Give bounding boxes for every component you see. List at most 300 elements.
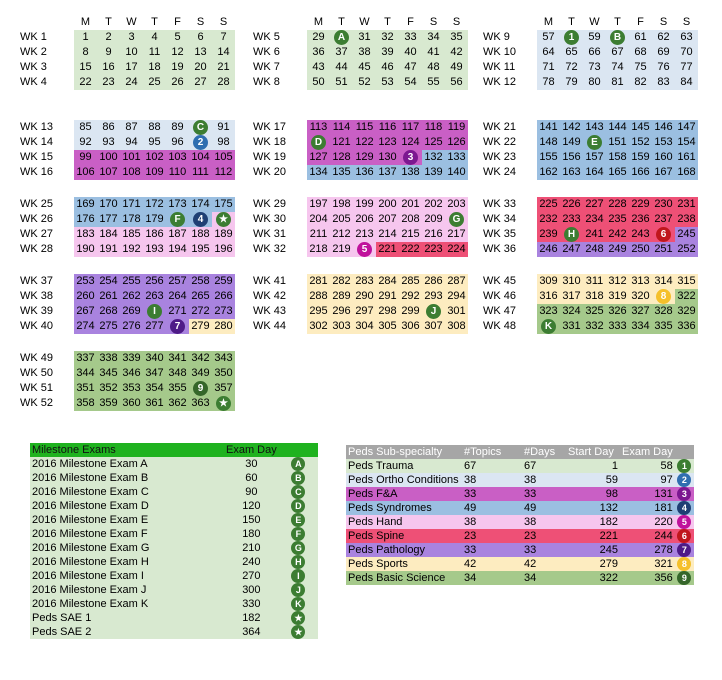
day-cell: 76	[652, 60, 675, 75]
day-cell: 13	[189, 45, 212, 60]
day-cell-marker	[189, 135, 212, 150]
day-cell: 102	[143, 150, 166, 165]
day-cell: 283	[353, 274, 376, 289]
day-cell: 363	[189, 396, 212, 411]
day-cell: 238	[675, 212, 698, 227]
day-cell: 15	[74, 60, 97, 75]
milestone-mark	[279, 541, 318, 555]
week-label: WK 14	[20, 136, 54, 148]
day-cell: 48	[422, 60, 445, 75]
week-row	[18, 381, 235, 396]
day-cell: 36	[307, 45, 330, 60]
week-label: WK 5	[253, 31, 280, 43]
day-cell: 188	[189, 227, 212, 242]
week-row	[18, 366, 235, 381]
day-cell: 199	[353, 197, 376, 212]
day-cell: 313	[629, 274, 652, 289]
day-header: M	[80, 16, 91, 28]
day-header: W	[589, 16, 600, 28]
exam-marker-icon: I	[291, 569, 305, 583]
day-cell: 324	[560, 304, 583, 319]
subspecialty-exam: 58	[660, 460, 673, 472]
week-label: WK 52	[20, 397, 54, 409]
day-cell: 323	[537, 304, 560, 319]
milestone-row	[30, 625, 318, 639]
subspecialty-exam: 356	[654, 572, 673, 584]
subspecialty-header-mark	[675, 445, 694, 459]
day-cell: 303	[330, 319, 353, 334]
day-cell-marker	[652, 227, 675, 242]
milestone-row	[30, 611, 318, 625]
day-cell: 204	[307, 212, 330, 227]
day-cell: 203	[445, 197, 468, 212]
day-cell: 65	[560, 45, 583, 60]
day-header: S	[682, 16, 691, 28]
day-cell: 28	[212, 75, 235, 90]
day-cell: 151	[606, 135, 629, 150]
day-cell: 302	[307, 319, 330, 334]
day-cell: 334	[629, 319, 652, 334]
week-label: WK 35	[483, 228, 517, 240]
day-cell: 328	[652, 304, 675, 319]
subspecialty-topics: 33	[464, 544, 477, 556]
week-label: WK 39	[20, 305, 54, 317]
milestone-row	[30, 471, 318, 485]
exam-marker-icon: 8	[656, 289, 671, 304]
exam-marker-icon: H	[564, 227, 579, 242]
day-header-row	[481, 15, 698, 30]
week-label: WK 24	[483, 166, 517, 178]
day-cell: 9	[97, 45, 120, 60]
milestone-mark	[279, 457, 318, 471]
day-cell: 57	[537, 30, 560, 45]
subspecialty-days: 38	[524, 516, 537, 528]
month-block	[251, 197, 468, 257]
week-row	[481, 227, 698, 242]
subspecialty-name: Peds Basic Science	[348, 572, 446, 584]
day-cell: 104	[189, 150, 212, 165]
day-cell: 117	[399, 120, 422, 135]
milestone-row	[30, 541, 318, 555]
day-cell: 85	[74, 120, 97, 135]
day-cell: 331	[560, 319, 583, 334]
day-cell: 67	[606, 45, 629, 60]
subspecialty-exam: 220	[654, 516, 673, 528]
day-cell: 72	[560, 60, 583, 75]
day-cell: 50	[307, 75, 330, 90]
week-row	[251, 165, 468, 180]
day-cell: 184	[97, 227, 120, 242]
day-cell: 288	[307, 289, 330, 304]
subspecialty-row	[346, 529, 694, 543]
day-cell: 155	[537, 150, 560, 165]
day-cell: 280	[212, 319, 235, 334]
day-cell: 359	[97, 396, 120, 411]
week-row	[251, 227, 468, 242]
week-label: WK 32	[253, 243, 287, 255]
subspecialty-row	[346, 459, 694, 473]
day-cell: 166	[629, 165, 652, 180]
day-cell: 3	[120, 30, 143, 45]
day-cell: 235	[606, 212, 629, 227]
day-cell: 137	[376, 165, 399, 180]
day-cell: 255	[120, 274, 143, 289]
week-row	[251, 242, 468, 257]
day-cell: 332	[583, 319, 606, 334]
week-label: WK 38	[20, 290, 54, 302]
day-cell: 99	[74, 150, 97, 165]
day-cell: 223	[422, 242, 445, 257]
day-cell: 274	[74, 319, 97, 334]
exam-marker-icon: H	[291, 555, 305, 569]
week-row	[481, 289, 698, 304]
day-cell: 311	[583, 274, 606, 289]
day-header: F	[174, 16, 181, 28]
milestone-name: 2016 Milestone Exam C	[32, 486, 149, 498]
week-row	[18, 150, 235, 165]
day-cell: 146	[652, 120, 675, 135]
day-cell: 68	[629, 45, 652, 60]
day-cell: 237	[652, 212, 675, 227]
day-cell: 294	[445, 289, 468, 304]
week-row	[481, 75, 698, 90]
day-cell: 101	[120, 150, 143, 165]
day-cell: 172	[143, 197, 166, 212]
day-cell: 103	[166, 150, 189, 165]
day-cell: 122	[353, 135, 376, 150]
milestone-mark	[279, 499, 318, 513]
day-cell: 39	[376, 45, 399, 60]
day-cell-marker	[560, 227, 583, 242]
week-row	[251, 319, 468, 334]
exam-marker-icon: 3	[403, 150, 418, 165]
day-cell: 225	[537, 197, 560, 212]
subspecialty-name: Peds Syndromes	[348, 502, 432, 514]
week-row	[481, 242, 698, 257]
week-label: WK 18	[253, 136, 287, 148]
day-cell: 254	[97, 274, 120, 289]
day-cell: 80	[583, 75, 606, 90]
day-cell: 344	[74, 366, 97, 381]
month-block	[251, 15, 468, 90]
day-cell: 12	[166, 45, 189, 60]
milestone-row	[30, 555, 318, 569]
subspecialty-row	[346, 515, 694, 529]
subspecialty-header-topics: #Topics	[464, 446, 502, 458]
day-cell: 337	[74, 351, 97, 366]
day-cell: 115	[353, 120, 376, 135]
week-label: WK 41	[253, 275, 287, 287]
milestone-name: 2016 Milestone Exam G	[32, 542, 150, 554]
day-cell: 18	[143, 60, 166, 75]
day-cell: 165	[606, 165, 629, 180]
day-cell: 168	[675, 165, 698, 180]
week-row	[18, 227, 235, 242]
subspecialty-name: Peds Trauma	[348, 460, 414, 472]
day-header-row	[251, 15, 468, 30]
day-cell: 339	[120, 351, 143, 366]
day-cell: 82	[629, 75, 652, 90]
exam-marker-icon: B	[291, 471, 305, 485]
day-cell: 123	[376, 135, 399, 150]
subspecialty-mark	[675, 529, 694, 543]
day-cell: 352	[97, 381, 120, 396]
exam-marker-icon: D	[291, 499, 305, 513]
day-cell: 194	[166, 242, 189, 257]
specialty-marker-icon: 1	[677, 459, 691, 473]
week-row	[18, 60, 235, 75]
subspecialty-exam: 181	[654, 502, 673, 514]
day-cell: 91	[212, 120, 235, 135]
day-cell: 43	[307, 60, 330, 75]
day-cell: 152	[629, 135, 652, 150]
day-cell: 10	[120, 45, 143, 60]
day-cell: 226	[560, 197, 583, 212]
week-row	[18, 289, 235, 304]
day-cell: 61	[629, 30, 652, 45]
week-row	[481, 197, 698, 212]
milestone-row	[30, 569, 318, 583]
week-label: WK 17	[253, 121, 287, 133]
day-cell: 63	[675, 30, 698, 45]
day-cell: 213	[353, 227, 376, 242]
day-cell: 37	[330, 45, 353, 60]
subspecialty-header-name: Peds Sub-specialty	[348, 446, 443, 458]
exam-marker-icon: 6	[656, 227, 671, 242]
day-cell: 227	[583, 197, 606, 212]
day-cell: 234	[583, 212, 606, 227]
day-cell: 305	[376, 319, 399, 334]
month-block	[251, 120, 468, 180]
day-cell: 156	[560, 150, 583, 165]
day-cell: 78	[537, 75, 560, 90]
day-cell: 47	[399, 60, 422, 75]
day-cell: 362	[166, 396, 189, 411]
day-cell: 154	[675, 135, 698, 150]
week-label: WK 1	[20, 31, 47, 43]
milestone-name: 2016 Milestone Exam B	[32, 472, 149, 484]
day-cell: 295	[307, 304, 330, 319]
day-cell: 178	[120, 212, 143, 227]
day-cell-marker	[353, 242, 376, 257]
month-block	[18, 120, 235, 180]
subspecialty-mark	[675, 515, 694, 529]
day-cell: 26	[166, 75, 189, 90]
week-label: WK 21	[483, 121, 517, 133]
day-header: M	[543, 16, 554, 28]
milestone-header-row	[30, 443, 318, 457]
day-cell: 173	[166, 197, 189, 212]
month-block	[251, 274, 468, 334]
week-label: WK 46	[483, 290, 517, 302]
milestone-name: 2016 Milestone Exam I	[32, 570, 144, 582]
day-cell: 141	[537, 120, 560, 135]
day-cell: 273	[212, 304, 235, 319]
milestone-header-day: Exam Day	[226, 444, 277, 456]
day-cell: 286	[422, 274, 445, 289]
day-cell: 17	[120, 60, 143, 75]
day-cell: 340	[143, 351, 166, 366]
day-cell-marker	[189, 120, 212, 135]
day-cell: 201	[399, 197, 422, 212]
subspecialty-days: 42	[524, 558, 537, 570]
week-row	[251, 45, 468, 60]
day-cell: 110	[166, 165, 189, 180]
day-cell: 196	[212, 242, 235, 257]
day-cell: 212	[330, 227, 353, 242]
day-cell: 41	[422, 45, 445, 60]
day-cell: 186	[143, 227, 166, 242]
exam-marker-icon: K	[291, 597, 305, 611]
day-cell: 246	[537, 242, 560, 257]
day-cell: 56	[445, 75, 468, 90]
subspecialty-days: 34	[524, 572, 537, 584]
week-label: WK 23	[483, 151, 517, 163]
subspecialty-topics: 33	[464, 488, 477, 500]
week-row	[251, 150, 468, 165]
day-cell: 314	[652, 274, 675, 289]
day-header: S	[196, 16, 205, 28]
milestone-row	[30, 583, 318, 597]
subspecialty-name: Peds Pathology	[348, 544, 426, 556]
day-cell: 148	[537, 135, 560, 150]
day-cell: 31	[353, 30, 376, 45]
subspecialty-header-start: Start Day	[568, 446, 614, 458]
day-cell: 243	[629, 227, 652, 242]
subspecialty-topics: 49	[464, 502, 477, 514]
exam-marker-icon: A	[291, 457, 305, 471]
day-cell: 284	[376, 274, 399, 289]
month-block	[481, 120, 698, 180]
exam-marker-icon: A	[334, 30, 349, 45]
day-cell: 346	[120, 366, 143, 381]
day-header: T	[384, 16, 391, 28]
day-cell: 310	[560, 274, 583, 289]
week-row	[251, 197, 468, 212]
week-label: WK 3	[20, 61, 47, 73]
day-cell: 11	[143, 45, 166, 60]
day-cell: 293	[422, 289, 445, 304]
day-header: W	[126, 16, 137, 28]
specialty-marker-icon: 8	[677, 557, 691, 571]
day-cell: 271	[166, 304, 189, 319]
day-cell: 349	[189, 366, 212, 381]
subspecialty-days: 23	[524, 530, 537, 542]
day-cell: 169	[74, 197, 97, 212]
day-cell: 132	[422, 150, 445, 165]
subspecialty-name: Peds Ortho Conditions	[348, 474, 459, 486]
subspecialty-row	[346, 557, 694, 571]
day-cell: 59	[583, 30, 606, 45]
milestone-day: 210	[242, 542, 261, 554]
day-cell: 336	[675, 319, 698, 334]
day-cell: 106	[74, 165, 97, 180]
week-label: WK 42	[253, 290, 287, 302]
subspecialty-start: 98	[605, 488, 618, 500]
week-label: WK 45	[483, 275, 517, 287]
day-cell: 89	[166, 120, 189, 135]
day-cell: 70	[675, 45, 698, 60]
subspecialty-mark	[675, 473, 694, 487]
day-cell: 197	[307, 197, 330, 212]
day-header: W	[359, 16, 370, 28]
day-cell: 176	[74, 212, 97, 227]
day-cell-marker	[189, 212, 212, 227]
subspecialty-topics: 67	[464, 460, 477, 472]
day-cell-marker	[445, 212, 468, 227]
subspecialty-name: Peds Sports	[348, 558, 408, 570]
day-cell: 215	[399, 227, 422, 242]
day-cell-marker	[537, 319, 560, 334]
week-row	[251, 304, 468, 319]
day-cell-marker	[422, 304, 445, 319]
day-cell: 157	[583, 150, 606, 165]
milestone-row	[30, 457, 318, 471]
day-cell: 299	[399, 304, 422, 319]
day-cell: 93	[97, 135, 120, 150]
milestone-row	[30, 527, 318, 541]
subspecialty-days: 49	[524, 502, 537, 514]
day-cell: 253	[74, 274, 97, 289]
day-cell: 275	[97, 319, 120, 334]
week-label: WK 11	[483, 61, 516, 73]
day-cell: 25	[143, 75, 166, 90]
star-icon: ★	[291, 625, 305, 639]
day-cell: 95	[143, 135, 166, 150]
day-cell: 279	[189, 319, 212, 334]
subspecialty-exam: 321	[654, 558, 673, 570]
day-cell: 219	[330, 242, 353, 257]
day-cell: 200	[376, 197, 399, 212]
star-icon: ★	[216, 212, 231, 227]
day-cell: 326	[606, 304, 629, 319]
day-cell: 35	[445, 30, 468, 45]
week-label: WK 34	[483, 213, 517, 225]
day-cell: 124	[399, 135, 422, 150]
day-cell: 163	[560, 165, 583, 180]
day-cell: 112	[212, 165, 235, 180]
day-cell: 161	[675, 150, 698, 165]
day-cell: 33	[399, 30, 422, 45]
subspecialty-start: 322	[599, 572, 618, 584]
day-cell: 195	[189, 242, 212, 257]
week-row	[251, 289, 468, 304]
subspecialty-row	[346, 501, 694, 515]
star-icon: ★	[291, 611, 305, 625]
day-header: F	[407, 16, 414, 28]
day-cell: 247	[560, 242, 583, 257]
week-row	[18, 274, 235, 289]
week-label: WK 30	[253, 213, 287, 225]
exam-marker-icon: G	[291, 541, 305, 555]
day-cell: 205	[330, 212, 353, 227]
week-label: WK 4	[20, 76, 47, 88]
day-header: S	[219, 16, 228, 28]
week-label: WK 44	[253, 320, 287, 332]
day-cell: 34	[422, 30, 445, 45]
milestone-mark	[279, 625, 318, 639]
day-cell-marker	[189, 381, 212, 396]
subspecialty-header-row	[346, 445, 694, 459]
specialty-marker-icon: 5	[677, 515, 691, 529]
milestone-name: 2016 Milestone Exam F	[32, 528, 148, 540]
day-cell: 191	[97, 242, 120, 257]
week-row	[18, 351, 235, 366]
exam-marker-icon: G	[449, 212, 464, 227]
week-label: WK 49	[20, 352, 54, 364]
day-cell: 354	[143, 381, 166, 396]
subspecialty-row	[346, 473, 694, 487]
